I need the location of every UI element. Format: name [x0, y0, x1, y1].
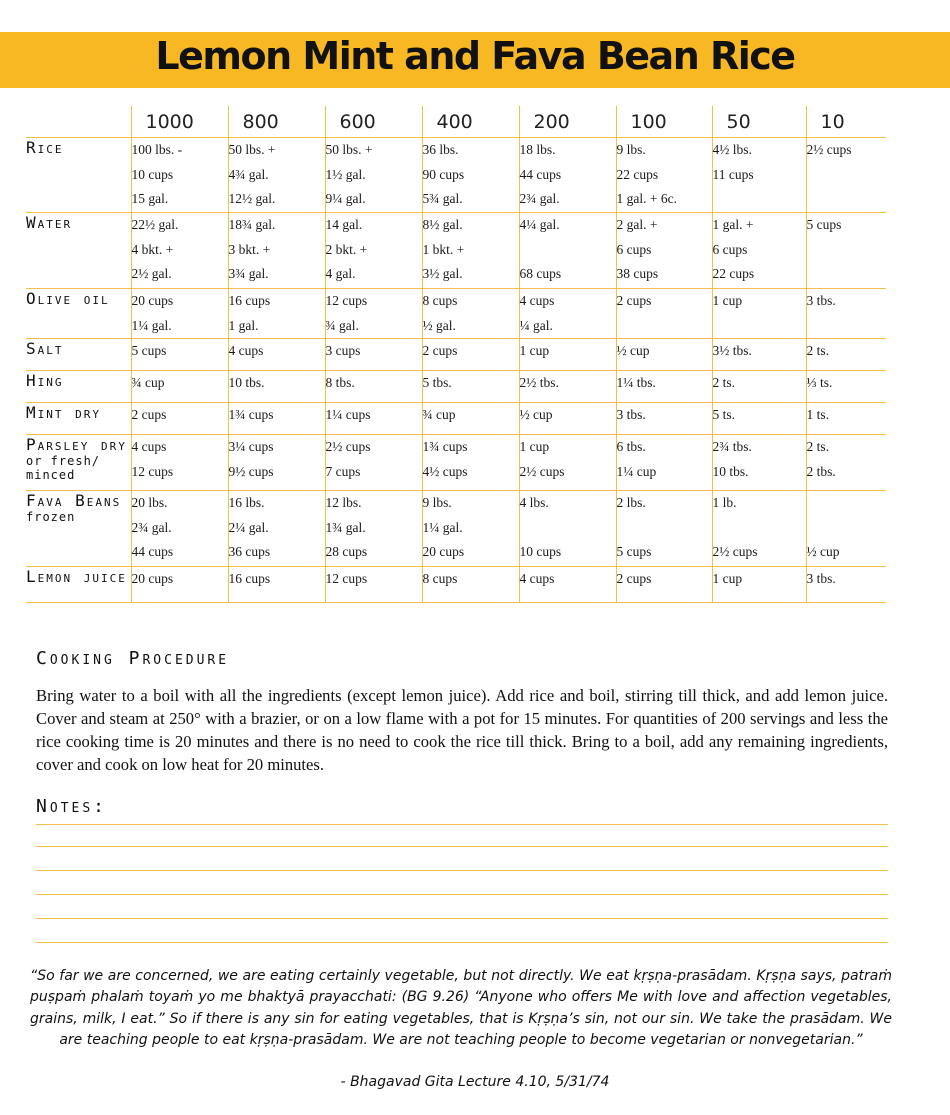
- quantity-cell: [422, 435, 519, 491]
- quantity-line: 9¼ gal.: [325, 191, 366, 206]
- quantity-cell: [519, 491, 616, 567]
- page-title: Lemon Mint and Fava Bean Rice: [155, 34, 795, 78]
- notes-line: [36, 894, 888, 895]
- ingredient-row: [26, 371, 886, 403]
- quantity-line: 22 cups: [616, 166, 659, 182]
- quantity-line: 1¼ gal.: [422, 519, 463, 535]
- quantity-line: 4 cups: [131, 439, 167, 454]
- ingredient-name: Lemon juice: [26, 567, 127, 586]
- quantity-line: [713, 314, 806, 339]
- quantity-cell: [422, 567, 519, 603]
- quantity-line: 4½ lbs.: [712, 142, 752, 157]
- quantity-line: 8½ gal.: [422, 217, 463, 232]
- quantity-line: ¾ cup: [131, 375, 165, 390]
- notes-line: [36, 942, 888, 943]
- quantity-cell: [616, 403, 712, 435]
- quantity-cell: [712, 138, 806, 213]
- quantity-line: 12 cups: [325, 571, 368, 586]
- quantity-line: [807, 491, 887, 516]
- quantity-line: 4 cups: [519, 571, 555, 586]
- quantity-cell: [325, 339, 422, 371]
- quantity-cell: [616, 339, 712, 371]
- quantity-cell: [228, 403, 325, 435]
- quantity-line: 1 cup: [712, 293, 743, 308]
- quantity-line: 2 lbs.: [616, 495, 646, 510]
- quote-text: “So far we are concerned, we are eating certainly vegetable, but not directly. We eat kṛṣṇa-prasādam. Kṛṣṇa says, patraṁ puṣpaṁ phalaṁ toyaṁ yo me bhaktyā prayacchati: (BG 9.26) “Anyone who offers Me with love and affection vegetables, grains, milk, I eat.” So if there is any sin for eating vegetables, that is Kṛṣṇa’s sin, not our sin. We take the prasādam. We are teaching people to eat kṛṣṇa-prasādam. We are not teaching people to become vegetarian or nonvegetarian.”: [30, 968, 892, 1048]
- quantity-line: 2½ cups: [519, 463, 565, 479]
- quantity-line: 2 cups: [616, 293, 652, 308]
- quantity-line: 20 cups: [131, 571, 174, 586]
- quantity-cell: [616, 289, 712, 339]
- quantity-cell: [422, 289, 519, 339]
- quantity-cell: [325, 213, 422, 289]
- quantity-cell: [616, 491, 712, 567]
- quantity-line: [807, 314, 887, 339]
- quantity-cell: [325, 491, 422, 567]
- ingredient-note: frozen: [26, 510, 76, 524]
- quantity-cell: [131, 213, 228, 289]
- quantity-line: 1¼ cup: [616, 463, 657, 479]
- quantity-line: 22 cups: [712, 266, 755, 281]
- quantity-cell: [131, 567, 228, 603]
- quantity-line: 8 cups: [422, 571, 458, 586]
- quantity-cell: [519, 567, 616, 603]
- quantity-line: 44 cups: [131, 544, 174, 559]
- quantity-line: 50 lbs. +: [228, 142, 276, 157]
- quantity-line: 2½ cups: [325, 439, 371, 454]
- servings-header: 400: [422, 106, 519, 138]
- quantity-line: 2½ cups: [712, 544, 758, 559]
- quantity-cell: [325, 403, 422, 435]
- ingredient-label: [26, 289, 131, 339]
- quantity-cell: [616, 213, 712, 289]
- quantity-cell: [712, 289, 806, 339]
- quantity-line: 1 gal. +: [712, 217, 754, 232]
- quantity-line: 1¼ gal.: [131, 317, 172, 333]
- ingredient-label: [26, 213, 131, 289]
- quantity-line: ¾ gal.: [325, 317, 359, 333]
- quantity-cell: [228, 371, 325, 403]
- quantity-cell: [228, 567, 325, 603]
- quantity-line: 9 lbs.: [422, 495, 452, 510]
- quantity-cell: [131, 371, 228, 403]
- quantity-line: 90 cups: [422, 166, 465, 182]
- quantity-cell: [806, 213, 886, 289]
- quantity-line: 1 ts.: [806, 407, 830, 422]
- quote-citation: - Bhagavad Gita Lecture 4.10, 5/31/74: [340, 1074, 610, 1090]
- quantity-cell: [325, 289, 422, 339]
- quantity-line: 50 lbs. +: [325, 142, 373, 157]
- quantity-line: 2¾ tbs.: [712, 439, 752, 454]
- ingredient-name: Fava Beans: [26, 491, 122, 510]
- corner-cell: [26, 106, 131, 138]
- quantity-line: 15 gal.: [131, 191, 169, 206]
- ingredient-name: Hing: [26, 371, 64, 390]
- ingredient-name: Parsley dry: [26, 435, 127, 454]
- quantity-line: 9½ cups: [228, 463, 274, 479]
- ingredient-row: [26, 138, 886, 213]
- quantity-line: 2 gal. +: [616, 217, 658, 232]
- quantity-line: 1 lb.: [712, 495, 737, 510]
- quantity-line: 3 tbs.: [616, 407, 646, 422]
- quantity-line: 9 lbs.: [616, 142, 646, 157]
- quantity-line: 2 ts.: [806, 439, 830, 454]
- ingredient-note: or fresh/ minced: [26, 454, 101, 482]
- ingredient-row: [26, 213, 886, 289]
- quantity-cell: [712, 491, 806, 567]
- quantity-cell: [806, 491, 886, 567]
- servings-header: 600: [325, 106, 422, 138]
- servings-header: 200: [519, 106, 616, 138]
- quantity-cell: [712, 403, 806, 435]
- quantity-line: 3 bkt. +: [228, 241, 271, 257]
- quantity-line: 2½ tbs.: [519, 375, 559, 390]
- quantity-cell: [325, 567, 422, 603]
- quantity-cell: [228, 339, 325, 371]
- quantity-cell: [131, 491, 228, 567]
- quantity-cell: [806, 567, 886, 603]
- quantity-line: 10 cups: [519, 544, 562, 559]
- ingredient-row: [26, 289, 886, 339]
- quantity-cell: [131, 339, 228, 371]
- quantity-cell: [422, 138, 519, 213]
- quantity-line: [807, 163, 887, 188]
- quantity-line: 1 gal. + 6c.: [616, 191, 677, 206]
- quantity-line: 6 tbs.: [616, 439, 646, 454]
- quantity-line: 16 lbs.: [228, 495, 265, 510]
- quantity-line: 36 cups: [228, 544, 271, 559]
- ingredient-name: Olive oil: [26, 289, 110, 308]
- quantity-line: 20 lbs.: [131, 495, 168, 510]
- notes-line: [36, 870, 888, 871]
- ingredient-row: [26, 435, 886, 491]
- quantity-cell: [806, 403, 886, 435]
- ingredient-name: Rice: [26, 138, 64, 157]
- quantity-line: ½ cup: [616, 343, 650, 358]
- quantity-line: 3 tbs.: [806, 293, 836, 308]
- quantity-cell: [616, 138, 712, 213]
- quantity-line: 11 cups: [712, 166, 754, 182]
- quantity-line: [520, 516, 616, 541]
- quantity-line: 5 cups: [131, 343, 167, 358]
- ingredient-row: [26, 491, 886, 567]
- ingredient-label: [26, 371, 131, 403]
- quantity-cell: [712, 371, 806, 403]
- quantity-line: 1 bkt. +: [422, 241, 465, 257]
- quantity-line: 20 cups: [131, 293, 174, 308]
- quantity-line: ½ gal.: [422, 317, 456, 333]
- quantity-cell: [616, 567, 712, 603]
- servings-header: 100: [616, 106, 712, 138]
- quantity-line: 2¼ gal.: [228, 519, 269, 535]
- procedure-text: Bring water to a boil with all the ingredients (except lemon juice). Add rice and boil, stirring till thick, and add lemon juice. Cover and steam at 250° with a brazier, or on a low flame with a pot for 15 minutes. For quantities of 200 servings and less the rice cooking time is 20 minutes and there is no need to cook the rice till thick. Bring to a boil, add any remaining ingredients, cover and cook on low heat for 20 minutes.: [36, 686, 888, 774]
- ingredient-label: [26, 491, 131, 567]
- quantity-cell: [712, 435, 806, 491]
- ingredient-name: Water: [26, 213, 73, 232]
- quantity-line: ½ cup: [806, 544, 840, 559]
- quantity-line: ½ cup: [519, 407, 553, 422]
- quantity-line: 36 lbs.: [422, 142, 459, 157]
- notes-line: [36, 824, 888, 825]
- quantity-line: 12 lbs.: [325, 495, 362, 510]
- quantity-line: 3 tbs.: [806, 571, 836, 586]
- quantity-cell: [806, 339, 886, 371]
- servings-header: 1000: [131, 106, 228, 138]
- quantity-line: 4 bkt. +: [131, 241, 174, 257]
- ingredient-name: Mint dry: [26, 403, 102, 422]
- quantity-line: 2¾ gal.: [131, 519, 172, 535]
- quantity-line: 68 cups: [519, 266, 562, 281]
- ingredient-row: [26, 403, 886, 435]
- quantity-line: 6 cups: [712, 241, 748, 257]
- quantity-line: 20 cups: [422, 544, 465, 559]
- quantity-line: 14 gal.: [325, 217, 363, 232]
- quantity-line: 4 cups: [228, 343, 264, 358]
- quantity-line: 12 cups: [325, 293, 368, 308]
- quantity-line: 4 cups: [519, 293, 555, 308]
- quantity-cell: [325, 435, 422, 491]
- quantity-line: 16 cups: [228, 571, 271, 586]
- quantity-line: 10 tbs.: [228, 375, 265, 390]
- ingredient-label: [26, 403, 131, 435]
- quantity-line: 22½ gal.: [131, 217, 179, 232]
- quantity-line: 1¾ cups: [228, 407, 274, 422]
- quantity-cell: [422, 213, 519, 289]
- quantity-cell: [519, 213, 616, 289]
- quantity-line: 12½ gal.: [228, 191, 276, 206]
- quantity-line: 5¾ gal.: [422, 191, 463, 206]
- quantity-line: 28 cups: [325, 544, 368, 559]
- quantity-line: 2½ gal.: [131, 266, 172, 281]
- quantity-line: ⅓ ts.: [806, 375, 833, 390]
- quantity-line: 1¾ gal.: [325, 519, 366, 535]
- quantity-cell: [422, 339, 519, 371]
- quantity-line: [617, 314, 712, 339]
- quantity-line: [520, 238, 616, 263]
- quantity-line: 4 lbs.: [519, 495, 549, 510]
- notes-heading: Notes:: [36, 796, 107, 817]
- quantity-cell: [519, 289, 616, 339]
- quantity-line: 2 tbs.: [806, 463, 836, 479]
- quantity-line: [617, 516, 712, 541]
- quantity-line: 1¼ tbs.: [616, 375, 656, 390]
- quantity-line: 2¾ gal.: [519, 191, 560, 206]
- quantity-line: 5 cups: [806, 217, 842, 232]
- quantity-cell: [519, 138, 616, 213]
- quantity-line: 3¾ gal.: [228, 266, 269, 281]
- quantity-line: 2½ cups: [806, 142, 852, 157]
- servings-header: 50: [712, 106, 806, 138]
- quantity-line: 5 cups: [616, 544, 652, 559]
- quantity-cell: [228, 213, 325, 289]
- quantity-cell: [422, 403, 519, 435]
- quantity-line: 18 lbs.: [519, 142, 556, 157]
- quantity-cell: [131, 138, 228, 213]
- quantity-line: 10 tbs.: [712, 463, 749, 479]
- ingredient-name: Salt: [26, 339, 64, 358]
- quantity-line: 1 cup: [519, 343, 550, 358]
- quantity-cell: [616, 371, 712, 403]
- quantity-cell: [228, 491, 325, 567]
- quantity-line: 6 cups: [616, 241, 652, 257]
- quantity-line: 10 cups: [131, 166, 174, 182]
- ingredient-label: [26, 567, 131, 603]
- quantity-cell: [806, 371, 886, 403]
- servings-header: 800: [228, 106, 325, 138]
- quantity-line: 3½ tbs.: [712, 343, 752, 358]
- quantity-line: 1½ gal.: [325, 166, 366, 182]
- quantity-cell: [228, 289, 325, 339]
- quantity-cell: [131, 403, 228, 435]
- quantity-line: 2 cups: [131, 407, 167, 422]
- quantity-line: [807, 187, 887, 212]
- quantity-cell: [519, 403, 616, 435]
- quantity-line: 4½ cups: [422, 463, 468, 479]
- quantity-line: [807, 238, 887, 263]
- quantity-cell: [616, 435, 712, 491]
- quantity-cell: [712, 339, 806, 371]
- ingredient-row: [26, 567, 886, 603]
- quantity-line: [807, 262, 887, 287]
- quantity-cell: [806, 138, 886, 213]
- quantity-cell: [422, 491, 519, 567]
- quantity-line: 3¼ cups: [228, 439, 274, 454]
- quantity-cell: [519, 371, 616, 403]
- quantity-line: 1 gal.: [228, 317, 259, 333]
- quantity-line: 1 cup: [519, 439, 550, 454]
- quantity-line: 8 tbs.: [325, 375, 355, 390]
- quantity-cell: [712, 567, 806, 603]
- quantity-line: 2 cups: [422, 343, 458, 358]
- quantity-cell: [806, 435, 886, 491]
- quantity-line: 5 tbs.: [422, 375, 452, 390]
- quantity-line: 4¾ gal.: [228, 166, 269, 182]
- recipe-table: [26, 106, 886, 603]
- quantity-line: 100 lbs. -: [131, 142, 183, 157]
- quantity-cell: [228, 435, 325, 491]
- quantity-line: 2 bkt. +: [325, 241, 368, 257]
- quantity-cell: [519, 339, 616, 371]
- quantity-line: [807, 516, 887, 541]
- quantity-line: ¼ gal.: [519, 317, 553, 333]
- procedure-heading: Cooking Procedure: [36, 648, 230, 669]
- quantity-line: 3½ gal.: [422, 266, 463, 281]
- quantity-line: 8 cups: [422, 293, 458, 308]
- quantity-line: 2 ts.: [806, 343, 830, 358]
- ingredient-label: [26, 339, 131, 371]
- quantity-line: [713, 516, 806, 541]
- quantity-line: 16 cups: [228, 293, 271, 308]
- quantity-line: 12 cups: [131, 463, 174, 479]
- servings-header-row: [26, 106, 886, 138]
- quantity-cell: [519, 435, 616, 491]
- notes-line: [36, 846, 888, 847]
- quantity-cell: [712, 213, 806, 289]
- ingredient-label: [26, 138, 131, 213]
- quantity-line: 18¾ gal.: [228, 217, 276, 232]
- quantity-line: 38 cups: [616, 266, 659, 281]
- quantity-line: 4¼ gal.: [519, 217, 560, 232]
- quantity-cell: [131, 289, 228, 339]
- quantity-line: [713, 187, 806, 212]
- notes-line: [36, 918, 888, 919]
- quantity-line: 1 cup: [712, 571, 743, 586]
- ingredient-row: [26, 339, 886, 371]
- servings-header: 10: [806, 106, 886, 138]
- quantity-cell: [422, 371, 519, 403]
- quantity-cell: [325, 371, 422, 403]
- quantity-line: 1¾ cups: [422, 439, 468, 454]
- quantity-line: 4 gal.: [325, 266, 356, 281]
- quantity-line: 7 cups: [325, 463, 361, 479]
- quantity-line: ¾ cup: [422, 407, 456, 422]
- quantity-cell: [228, 138, 325, 213]
- quantity-line: 3 cups: [325, 343, 361, 358]
- quantity-cell: [806, 289, 886, 339]
- quantity-line: 2 cups: [616, 571, 652, 586]
- quantity-line: 44 cups: [519, 166, 562, 182]
- quantity-line: 5 ts.: [712, 407, 736, 422]
- quantity-cell: [131, 435, 228, 491]
- quantity-line: 2 ts.: [712, 375, 736, 390]
- quantity-cell: [325, 138, 422, 213]
- ingredient-label: [26, 435, 131, 491]
- quantity-line: 1¼ cups: [325, 407, 371, 422]
